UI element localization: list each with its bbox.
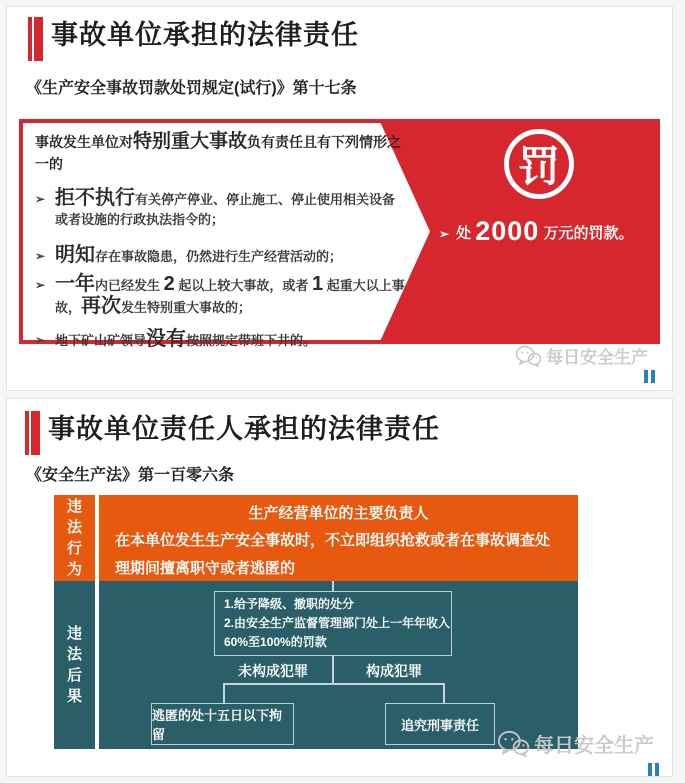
violation-description: 在本单位发生生产安全事故时，不立即组织抢救或者在事故调查处理期间擅离职守或者逃匿的 <box>115 532 551 577</box>
row-label-violation <box>54 495 95 581</box>
fine-suffix: 万元的罚款。 <box>539 225 634 242</box>
watermark-text: 每日安全生产 <box>546 348 648 367</box>
bullet-emphasis: 1 <box>311 273 324 295</box>
penalty-line-1: 1.给予降级、撤职的处分 <box>224 597 355 611</box>
fine-amount: 2000 <box>475 216 540 246</box>
panel-bullet-3 <box>35 274 407 318</box>
penalty-conditions <box>35 131 407 351</box>
outcome-box-detention: 逃匿的处十五日以下拘留 <box>151 703 294 745</box>
row-label-text: 违法后果 <box>66 625 82 705</box>
bullet-emphasis: 拒不执行 <box>55 187 135 209</box>
fine-prefix: 处 <box>456 225 476 242</box>
arrow-bullet-icon: ➢ <box>35 333 46 347</box>
consequence-cell <box>99 581 578 749</box>
pause-icon[interactable] <box>644 370 655 383</box>
arrow-bullet-icon: ➢ <box>35 249 46 263</box>
bullet-text: 发生特别重大事故的； <box>121 300 252 315</box>
fine-badge-icon: 罚 <box>504 129 574 199</box>
row-label-consequence <box>54 581 95 749</box>
violation-subject: 生产经营单位的主要负责人 <box>248 505 429 522</box>
bullet-text: 按照规定带班下井的。 <box>186 333 317 348</box>
penalty-line-3: 60%至100%的罚款 <box>224 635 327 649</box>
watermark-text: 每日安全生产 <box>534 735 654 757</box>
panel-bullet-1 <box>35 188 407 230</box>
connector-line <box>443 683 445 703</box>
bullet-emphasis: 明知 <box>55 244 95 266</box>
bullet-text: 起以上较大事故，或者 <box>174 278 312 293</box>
panel-bullet-2 <box>35 245 407 267</box>
arrow-bullet-icon: ➢ <box>439 227 450 241</box>
connector-line <box>223 683 225 703</box>
bullet-text: 有关停产停业、停止施工、停止使用相关设备或者设施的行政执法指令的； <box>55 192 396 227</box>
wechat-icon <box>515 345 541 367</box>
violation-cell <box>99 495 578 581</box>
branch-label-crime: 构成犯罪 <box>366 663 422 679</box>
title-accent-bar-thick <box>31 411 40 455</box>
arrow-bullet-icon: ➢ <box>35 278 46 292</box>
panel-header-suffix: 负有责任且有下列情形之一的 <box>35 134 402 172</box>
arrow-bullet-icon: ➢ <box>35 192 46 206</box>
title-accent-bar-thin <box>25 411 29 455</box>
fine-amount-line <box>439 216 664 247</box>
law-reference-subtitle: 《安全生产法》第一百零六条 <box>26 467 235 484</box>
bullet-text: 内已经发生 <box>95 278 164 293</box>
watermark <box>515 343 648 368</box>
pause-icon[interactable] <box>648 763 659 776</box>
watermark <box>497 729 654 758</box>
panel-header <box>35 131 407 175</box>
bullet-emphasis: 没有 <box>146 328 187 350</box>
outcome-box-criminal: 追究刑事责任 <box>385 703 495 745</box>
bullet-emphasis: 一年 <box>55 273 95 295</box>
liability-table <box>54 495 578 749</box>
bullet-text: 地下矿山矿领导 <box>55 333 147 348</box>
bullet-emphasis: 2 <box>163 273 175 295</box>
law-reference-subtitle: 《生产安全事故罚款处罚规定(试行)》第十七条 <box>26 80 357 97</box>
page-title: 事故单位责任人承担的法律责任 <box>48 414 440 445</box>
bullet-text: 起重大以上事故， <box>55 278 405 315</box>
bullet-text: 存在事故隐患，仍然进行生产经营活动的； <box>95 249 343 264</box>
title-accent-bar-thick <box>34 17 43 61</box>
branch-label-no-crime: 未构成犯罪 <box>238 663 308 679</box>
panel-header-prefix: 事故发生单位对 <box>35 134 133 150</box>
penalty-box <box>214 591 452 656</box>
bullet-emphasis: 再次 <box>81 295 122 317</box>
connector-line <box>332 656 334 684</box>
penalty-line-2: 2.由安全生产监督管理部门处上一年年收入 <box>224 616 451 630</box>
row-label-text: 违法行为 <box>66 498 82 578</box>
page-title: 事故单位承担的法律责任 <box>51 20 359 51</box>
connector-line <box>223 683 445 685</box>
wechat-icon <box>497 730 529 757</box>
penalty-panel <box>19 119 660 350</box>
connector-line <box>332 581 334 591</box>
panel-bullet-4 <box>35 329 407 351</box>
title-accent-bar-thin <box>28 17 32 61</box>
panel-header-emphasis: 特别重大事故 <box>133 131 248 152</box>
card-accident-unit-liability <box>6 6 673 391</box>
card-responsible-person-liability <box>6 398 673 777</box>
